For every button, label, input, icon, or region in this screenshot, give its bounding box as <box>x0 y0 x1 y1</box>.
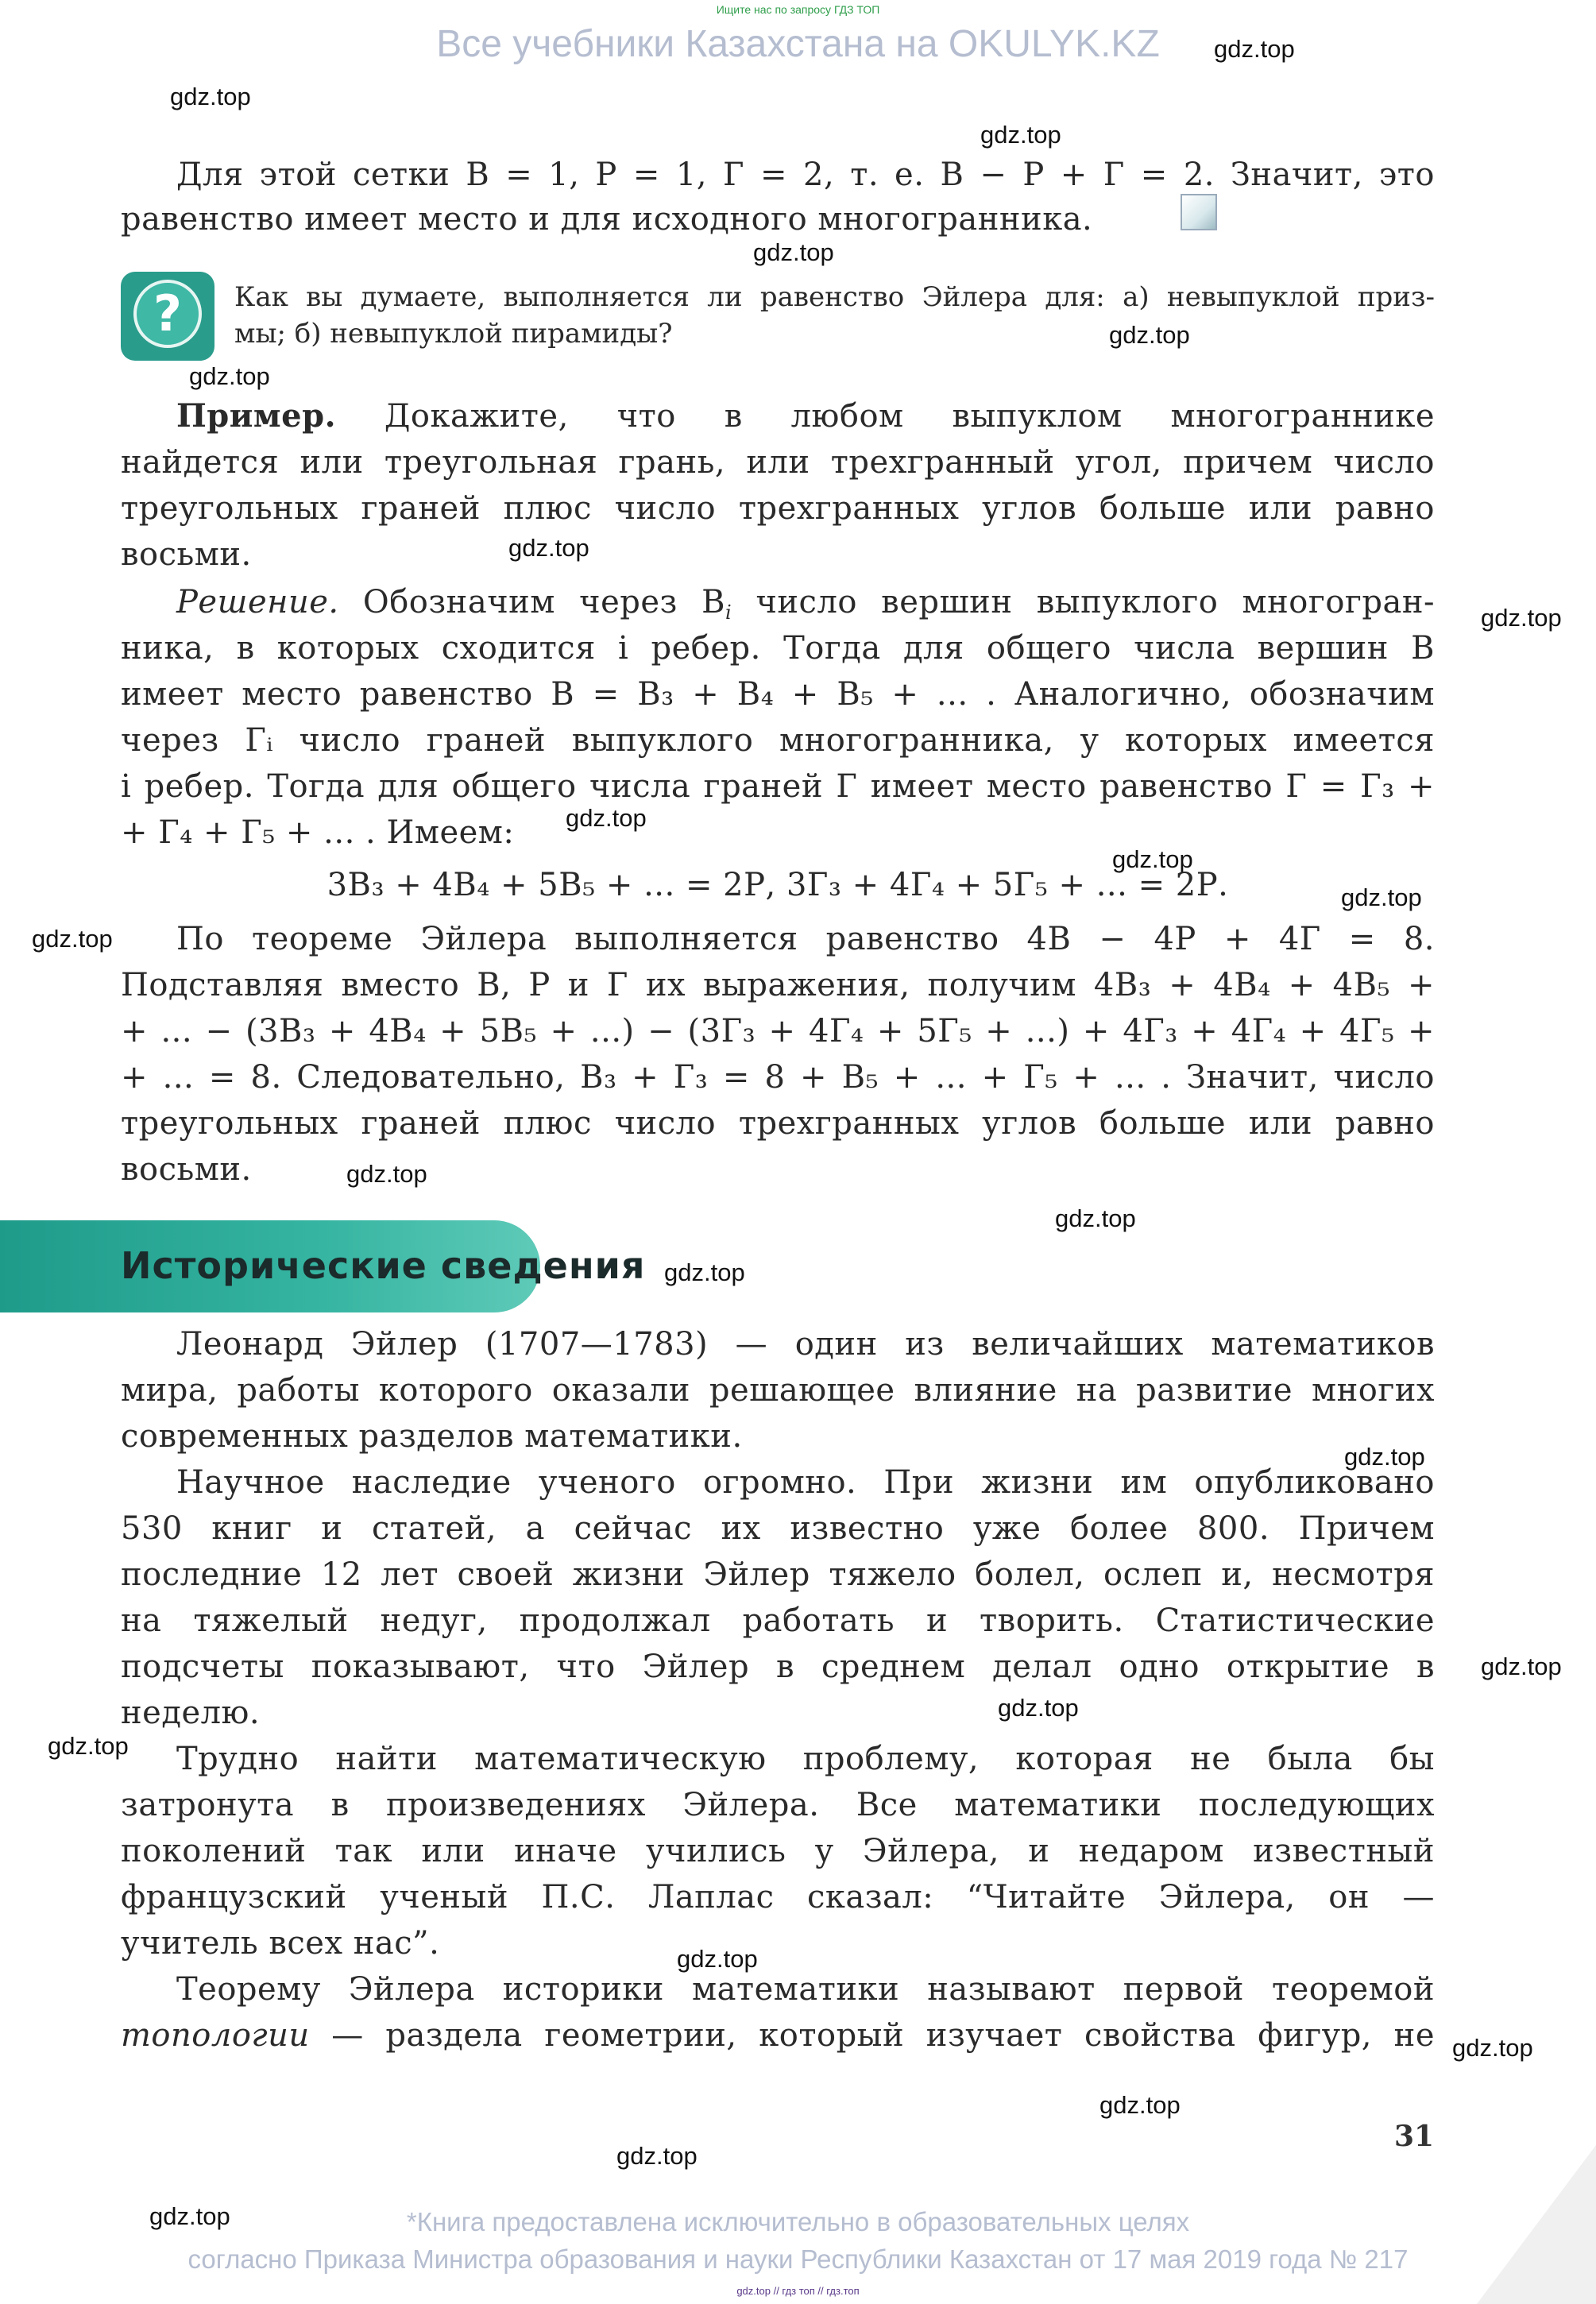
question-line: мы; б) невыпуклой пирамиды? <box>234 318 673 350</box>
footer-links: gdz.top // гдз топ // гдз.топ <box>736 2285 860 2297</box>
watermark: gdz.top <box>998 1694 1079 1722</box>
history-line: затронута в произведениях Эйлера. Все математики последующих <box>121 1787 1435 1823</box>
question-badge <box>121 272 214 361</box>
watermark: gdz.top <box>753 238 834 266</box>
header-note: Ищите нас по запросу ГДЗ ТОП <box>716 3 880 16</box>
history-line: Трудно найти математическую проблему, которая не была бы <box>176 1741 1435 1777</box>
history-line: современных разделов математики. <box>121 1418 743 1455</box>
watermark: gdz.top <box>346 1160 427 1188</box>
proof-end-mark <box>1181 194 1217 230</box>
history-line: неделю. <box>121 1695 261 1731</box>
example-line: восьми. <box>121 536 252 573</box>
history-line: учитель всех нас”. <box>121 1925 440 1962</box>
watermark: gdz.top <box>1341 883 1422 911</box>
watermark: gdz.top <box>149 2202 230 2230</box>
footer-note: *Книга предоставлена исключительно в образовательных целях <box>406 2207 1190 2236</box>
solution-line: i ребер. Тогда для общего числа граней Г имеет место равенство Г = Г₃ + <box>121 768 1435 805</box>
history-line: Леонард Эйлер (1707—1783) — один из величайших математиков <box>176 1326 1435 1363</box>
section-title: Исторические сведения <box>121 1244 646 1287</box>
history-line: топологии — раздела геометрии, который изучает свойства фигур, не <box>121 2017 1435 2054</box>
watermark: gdz.top <box>664 1258 745 1286</box>
footer-note: согласно Приказа Министра образования и науки Республики Казахстан от 17 мая 2019 года № 217 <box>187 2244 1409 2274</box>
question-mark-icon: ? <box>133 280 202 348</box>
watermark: gdz.top <box>508 534 589 562</box>
solution-line: + ... − (3В₃ + 4В₄ + 5В₅ + ...) − (3Г₃ + 4Г₄ + 5Г₅ + ...) + 4Г₃ + 4Г₄ + 4Г₅ + <box>121 1013 1435 1050</box>
solution-line: треугольных граней плюс число трехгранных углов больше или равно <box>121 1105 1435 1142</box>
example-label: Пример. <box>176 397 336 435</box>
watermark: gdz.top <box>677 1945 758 1973</box>
watermark: gdz.top <box>170 83 251 110</box>
history-line: Теорему Эйлера историки математики называют первой теоремой <box>176 1971 1435 2008</box>
solution-line: имеет место равенство В = В₃ + В₄ + В₅ + ... . Аналогично, обозначим <box>121 676 1435 713</box>
question-line: Как вы думаете, выполняется ли равенство Эйлера для: а) невыпуклой приз- <box>234 281 1435 313</box>
example-line: треугольных граней плюс число трехгранных углов больше или равно <box>121 490 1435 527</box>
history-line: 530 книг и статей, а сейчас их известно уже более 800. Причем <box>121 1510 1435 1547</box>
history-line: французский ученый П.С. Лаплас сказал: “Читайте Эйлера, он — <box>121 1879 1435 1915</box>
solution-line: ника, в которых сходится i ребер. Тогда для общего числа вершин В <box>121 630 1435 667</box>
intro-line: Для этой сетки В = 1, Р = 1, Г = 2, т. е. В − Р + Г = 2. Значит, это <box>176 157 1435 193</box>
watermark: gdz.top <box>1481 604 1562 632</box>
solution-formula: 3В₃ + 4В₄ + 5В₅ + ... = 2Р, 3Г₃ + 4Г₄ + 5Г₅ + ... = 2Р. <box>327 867 1229 903</box>
watermark: gdz.top <box>616 2142 698 2170</box>
history-line: поколений так или иначе учились у Эйлера, и недаром известный <box>121 1833 1435 1869</box>
history-line: мира, работы которого оказали решающее влияние на развитие многих <box>121 1372 1435 1409</box>
solution-line: восьми. <box>121 1151 252 1188</box>
watermark: gdz.top <box>566 804 647 832</box>
example-line: Пример. Докажите, что в любом выпуклом многограннике <box>176 397 1436 435</box>
watermark: gdz.top <box>48 1732 129 1760</box>
example-line: найдется или треугольная грань, или трехгранный угол, причем число <box>121 444 1435 481</box>
solution-line: через Гᵢ число граней выпуклого многогранника, у которых имеется <box>121 722 1435 759</box>
solution-label: Решение. <box>176 584 339 620</box>
solution-line: + ... = 8. Следовательно, В₃ + Г₃ = 8 + В₅ + ... + Г₅ + ... . Значит, число <box>121 1059 1435 1096</box>
history-line: Научное наследие ученого огромно. При жизни им опубликовано <box>176 1464 1435 1501</box>
watermark: gdz.top <box>1344 1443 1425 1471</box>
watermark: gdz.top <box>1481 1653 1562 1680</box>
page-number: 31 <box>1394 2120 1435 2153</box>
watermark: gdz.top <box>1112 845 1193 873</box>
intro-line: равенство имеет место и для исходного многогранника. <box>121 201 1093 238</box>
watermark: gdz.top <box>1055 1204 1136 1232</box>
watermark: gdz.top <box>189 362 270 390</box>
solution-line: Подставляя вместо В, Р и Г их выражения, получим 4В₃ + 4В₄ + 4В₅ + <box>121 967 1435 1003</box>
watermark: gdz.top <box>1214 35 1295 63</box>
solution-line: + Г₄ + Г₅ + ... . Имеем: <box>121 814 515 851</box>
watermark: gdz.top <box>1452 2034 1533 2062</box>
history-line: на тяжелый недуг, продолжал работать и творить. Статистические <box>121 1602 1435 1639</box>
history-line: подсчеты показывают, что Эйлер в среднем делал одно открытие в <box>121 1649 1435 1685</box>
watermark: gdz.top <box>1109 321 1190 349</box>
solution-line: Решение. Обозначим через $В_i$ число вершин выпуклого многогран- <box>176 584 1436 624</box>
solution-line: По теореме Эйлера выполняется равенство 4В − 4Р + 4Г = 8. <box>176 921 1435 957</box>
watermark: gdz.top <box>32 925 113 953</box>
history-line: последние 12 лет своей жизни Эйлер тяжело болел, ослеп и, несмотря <box>121 1556 1435 1593</box>
watermark: gdz.top <box>980 121 1061 149</box>
site-title: Все учебники Казахстана на OKULYK.KZ <box>436 23 1160 65</box>
watermark: gdz.top <box>1099 2091 1181 2119</box>
